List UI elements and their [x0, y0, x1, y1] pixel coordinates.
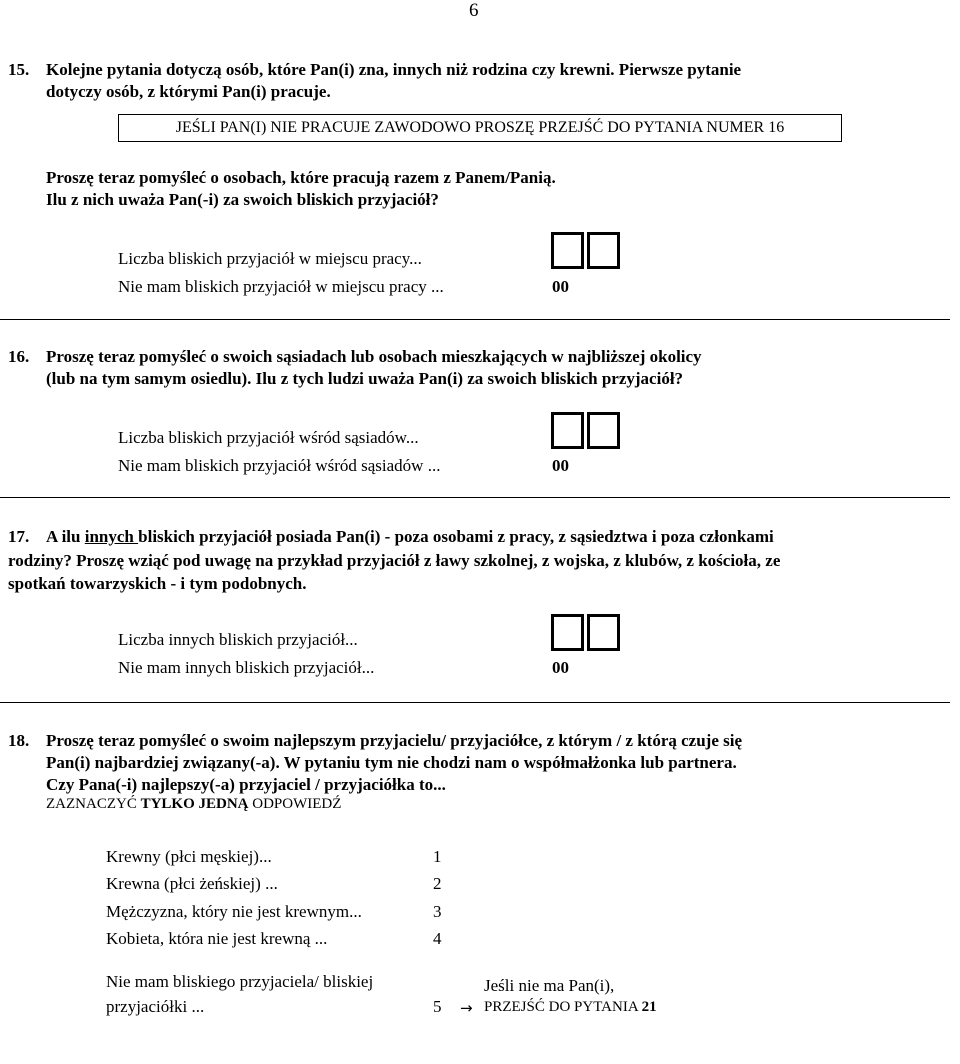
q17-option-none-code[interactable]: 00: [552, 658, 569, 677]
q18-instruction: [46, 796, 341, 813]
q15-prompt-line1: Proszę teraz pomyśleć o osobach, które pracują razem z Panem/Panią.: [46, 168, 556, 187]
q16-count-box-tens[interactable]: [551, 412, 584, 449]
q18-option-label: Krewna (płci żeńskiej) ...: [106, 874, 278, 893]
q18-option-code[interactable]: 2: [433, 874, 442, 893]
q18-skip-note-line2: [484, 999, 657, 1016]
q16-text-line2: (lub na tym samym osiedlu). Ilu z tych ludzi uważa Pan(i) za swoich bliskich przyjaciół?: [46, 369, 684, 388]
q18-text-line2: Pan(i) najbardziej związany(-a). W pytaniu tym nie chodzi nam o współmałżonka lub partnera.: [46, 753, 737, 772]
q18-instruction-c: ODPOWIEDŹ: [248, 796, 342, 812]
q17-option-count-label: Liczba innych bliskich przyjaciół...: [118, 630, 358, 649]
q15-text-line1: Kolejne pytania dotyczą osób, które Pan(i) zna, innych niż rodzina czy krewni. Pierwsze pytanie: [46, 60, 742, 79]
q17-text-line3: spotkań towarzyskich - i tym podobnych.: [8, 574, 307, 593]
q18-skip-target: 21: [641, 999, 657, 1015]
q18-option-code[interactable]: 1: [433, 847, 442, 866]
q18-text-line1: Proszę teraz pomyśleć o swoim najlepszym przyjacielu/ przyjaciółce, z którym / z którą czuje się: [46, 731, 743, 750]
q15-option-none-code[interactable]: 00: [552, 277, 569, 296]
q17-text-line1-underlined: innych: [84, 527, 139, 546]
q17-text-line1-b: bliskich przyjaciół posiada Pan(i) - poza osobami z pracy, z sąsiedztwa i poza członkami: [138, 527, 774, 546]
q18-number: 18.: [8, 731, 30, 750]
q15-count-box-units[interactable]: [587, 232, 620, 269]
q17-text-line2: rodziny? Proszę wziąć pod uwagę na przykład przyjaciół z ławy szkolnej, z wojska, z klubów, z kościoła, ze: [8, 551, 781, 570]
q18-instruction-emphasis: TYLKO JEDNĄ: [140, 796, 249, 812]
q16-option-count-label: Liczba bliskich przyjaciół wśród sąsiadów...: [118, 428, 419, 447]
q15-text-line2: dotyczy osób, z którymi Pan(i) pracuje.: [46, 82, 331, 101]
q17-number: 17.: [8, 527, 30, 546]
q18-option-code[interactable]: 3: [433, 902, 442, 921]
q16-number: 16.: [8, 347, 30, 366]
q17-count-box-units[interactable]: [587, 614, 620, 651]
q16-option-none-label: Nie mam bliskich przyjaciół wśród sąsiadów ...: [118, 456, 441, 475]
divider: [0, 497, 950, 498]
q18-option-code[interactable]: 4: [433, 929, 442, 948]
q18-skip-note-line1: Jeśli nie ma Pan(i),: [484, 976, 615, 995]
q18-instruction-a: ZAZNACZYĆ: [46, 796, 141, 812]
q18-option5-label-line2: przyjaciółki ...: [106, 997, 205, 1016]
q18-option-label: Kobieta, która nie jest krewną ...: [106, 929, 328, 948]
q18-text-line3: Czy Pana(-i) najlepszy(-a) przyjaciel / przyjaciółka to...: [46, 775, 446, 794]
q15-skip-instruction: JEŚLI PAN(I) NIE PRACUJE ZAWODOWO PROSZĘ PRZEJŚĆ DO PYTANIA NUMER 16: [175, 119, 785, 136]
q15-prompt-line2: Ilu z nich uważa Pan(-i) za swoich bliskich przyjaciół?: [46, 190, 439, 209]
q15-count-box-tens[interactable]: [551, 232, 584, 269]
q17-option-none-label: Nie mam innych bliskich przyjaciół...: [118, 658, 375, 677]
divider: [0, 702, 950, 703]
q15-option-none-label: Nie mam bliskich przyjaciół w miejscu pracy ...: [118, 277, 444, 296]
page-number: 6: [469, 0, 479, 21]
q17-text-line1: [46, 525, 774, 548]
q17-count-box-tens[interactable]: [551, 614, 584, 651]
divider: [0, 319, 950, 320]
arrow-right-icon: →: [460, 999, 473, 1017]
q18-option5-code[interactable]: 5: [433, 997, 442, 1016]
q16-text-line1: Proszę teraz pomyśleć o swoich sąsiadach lub osobach mieszkających w najbliższej okolicy: [46, 347, 702, 366]
q15-number: 15.: [8, 60, 30, 79]
q16-option-none-code[interactable]: 00: [552, 456, 569, 475]
q18-option5-label-line1: Nie mam bliskiego przyjaciela/ bliskiej: [106, 972, 374, 991]
q18-option-label: Krewny (płci męskiej)...: [106, 847, 272, 866]
q17-text-line1-a: A ilu: [46, 527, 85, 546]
q18-option-label: Mężczyzna, który nie jest krewnym...: [106, 902, 362, 921]
q16-count-box-units[interactable]: [587, 412, 620, 449]
q15-option-count-label: Liczba bliskich przyjaciół w miejscu pracy...: [118, 249, 422, 268]
q18-skip-text: PRZEJŚĆ DO PYTANIA: [484, 999, 638, 1015]
